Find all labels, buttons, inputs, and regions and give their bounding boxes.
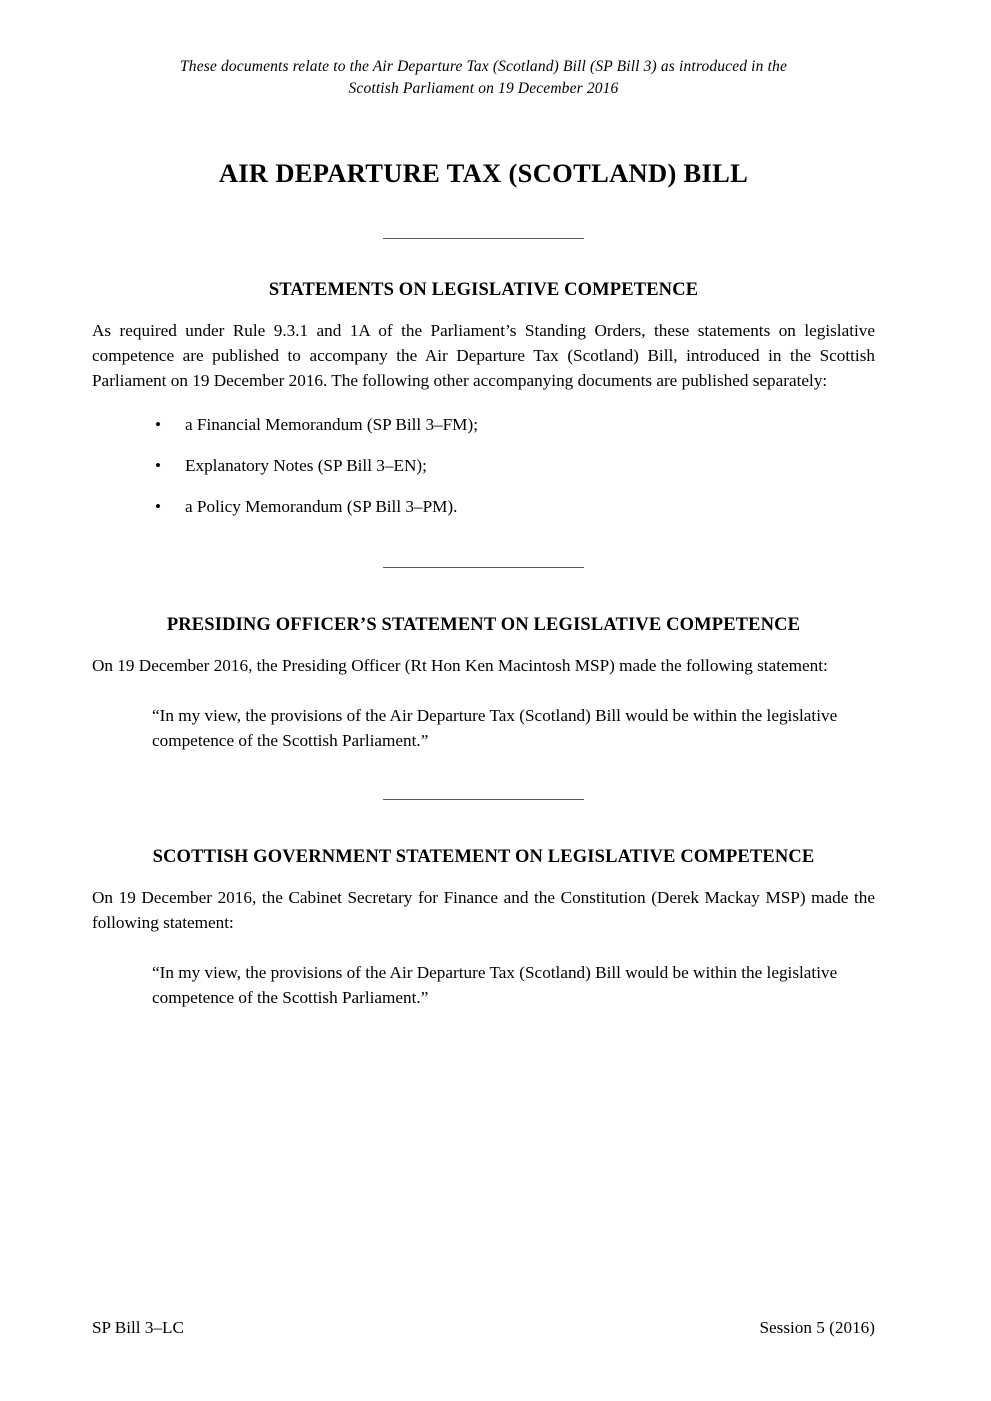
footer-session: Session 5 (2016) (759, 1318, 875, 1337)
list-item-label: a Financial Memorandum (SP Bill 3–FM); (185, 414, 478, 434)
presiding-officer-quote: “In my view, the provisions of the Air Departure Tax (Scotland) Bill would be within the legislative competence of the Scottish Parliament.” (152, 705, 838, 750)
list-item (92, 412, 875, 437)
accompanying-documents-list (92, 412, 875, 520)
list-item (92, 494, 875, 519)
section-heading-presiding-officer: PRESIDING OFFICER’S STATEMENT ON LEGISLATIVE COMPETENCE (166, 615, 801, 636)
section-heading-scottish-government: SCOTTISH GOVERNMENT STATEMENT ON LEGISLATIVE COMPETENCE (152, 847, 815, 868)
horizontal-rule (383, 567, 584, 568)
page-content (92, 0, 875, 1010)
running-header-line-1: These documents relate to the Air Departure Tax (Scotland) Bill (SP Bill 3) as introduced in the (180, 58, 787, 75)
running-header (92, 56, 875, 101)
section-heading-statements: STATEMENTS ON LEGISLATIVE COMPETENCE (268, 279, 699, 300)
page-title: AIR DEPARTURE TAX (SCOTLAND) BILL (218, 157, 749, 188)
section-divider-3 (92, 799, 875, 800)
footer-bill-reference: SP Bill 3–LC (92, 1318, 185, 1337)
list-item (92, 453, 875, 478)
section-divider-2 (92, 567, 875, 568)
bullet-icon: • (155, 497, 162, 517)
scottish-government-intro-paragraph: On 19 December 2016, the Cabinet Secretary for Finance and the Constitution (Derek Mackay MSP) made the following statement: (92, 888, 875, 933)
page-footer (92, 1318, 875, 1338)
statements-intro-paragraph: As required under Rule 9.3.1 and 1A of the Parliament’s Standing Orders, these statements on legislative competence are published to accompany the Air Departure Tax (Scotland) Bill, introduced in the Scottish Parliament on 19 December 2016. The following other accompanying documents are published separately: (92, 320, 875, 391)
section-divider-1 (92, 238, 875, 239)
list-item-label: a Policy Memorandum (SP Bill 3–PM). (185, 497, 458, 517)
horizontal-rule (383, 799, 584, 800)
presiding-officer-intro-paragraph: On 19 December 2016, the Presiding Officer (Rt Hon Ken Macintosh MSP) made the following statement: (92, 656, 828, 676)
list-item-label: Explanatory Notes (SP Bill 3–EN); (185, 455, 427, 475)
bullet-icon: • (155, 414, 162, 434)
horizontal-rule (383, 238, 584, 239)
scottish-government-quote: “In my view, the provisions of the Air Departure Tax (Scotland) Bill would be within the legislative competence of the Scottish Parliament.” (152, 962, 838, 1007)
bullet-icon: • (155, 455, 162, 475)
running-header-line-2: Scottish Parliament on 19 December 2016 (348, 80, 619, 98)
